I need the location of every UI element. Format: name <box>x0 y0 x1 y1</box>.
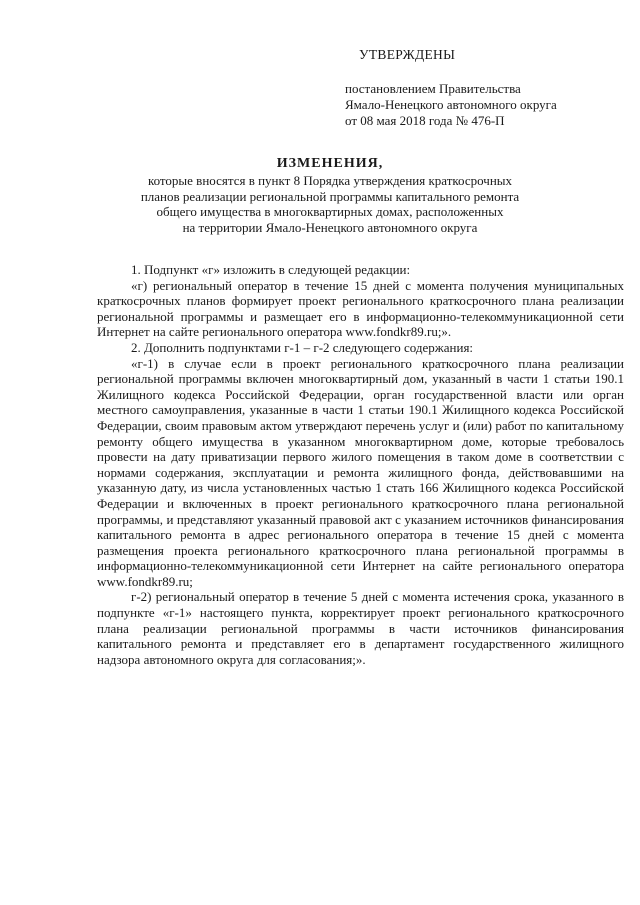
approval-line: от 08 мая 2018 года № 476-П <box>345 113 505 128</box>
approval-line: постановлением Правительства <box>345 81 521 96</box>
title-line: планов реализации региональной программы капитального ремонта <box>140 188 520 204</box>
title-line: которые вносятся в пункт 8 Порядка утверждения краткосрочных <box>147 173 513 188</box>
approval-heading: УТВЕРЖДЕНЫ <box>359 47 456 62</box>
title-line: на территории Ямало-Ненецкого автономного округа <box>182 219 478 235</box>
paragraph: 2. Дополнить подпунктами г-1 – г-2 следующего содержания: <box>131 339 474 355</box>
title-heading: ИЗМЕНЕНИЯ, <box>276 156 384 171</box>
approval-stamp <box>345 47 625 129</box>
approval-line: Ямало-Ненецкого автономного округа <box>345 97 557 112</box>
paragraph: «г-1) в случае если в проект регионального краткосрочного плана реализации региональной программы включен многоквартирный дом, указанный в части 1 статьи 190.1 Жилищного кодекса Российской Федерации, орган государственной власти или орган местного самоуправления, указанные в части 1 статьи 190.1 Жилищного кодекса Российской Федерации, своим правовым актом утверждают перечень услуг и (или) работ по капитальному ремонту общего имущества в указанном многоквартирном доме, которые требовалось провести на дату приватизации первого жилого помещения в таком доме в соответствии с нормами содержания, эксплуатации и ремонта жилищного фонда, действовавшими на указанную дату, из числа установленных частью 1 стать 166 Жилищного кодекса Российской Федерации и включенных в проект регионального краткосрочного плана региональной программы, и представляют указанный правовой акт с указанием источников финансирования капитального ремонта в адрес регионального оператора в течение 15 дней с момента размещения проекта регионального краткосрочного плана региональной программы в информационно-телекоммуникационной сети Интернет на сайте регионального оператора www.fondkr89.ru; <box>97 355 624 589</box>
paragraph: г-2) региональный оператор в течение 5 дней с момента истечения срока, указанного в подпункте «г-1» настоящего пункта, корректирует проект регионального краткосрочного плана реализации региональной программы в части источников финансирования капитального ремонта и представляет его в департамент государственного жилищного надзора автономного округа для согласования;». <box>97 589 624 667</box>
document-body <box>97 262 624 667</box>
title-line: общего имущества в многоквартирных домах, расположенных <box>156 204 504 220</box>
document-title <box>120 155 540 235</box>
paragraph: «г) региональный оператор в течение 15 дней с момента получения муниципальных краткосрочных планов формирует проект регионального краткосрочного плана реализации региональной программы и размещает его в информационно-телекоммуникационной сети Интернет на сайте регионального оператора www.fondkr89.ru;». <box>97 277 624 340</box>
paragraph: 1. Подпункт «г» изложить в следующей редакции: <box>131 262 411 277</box>
